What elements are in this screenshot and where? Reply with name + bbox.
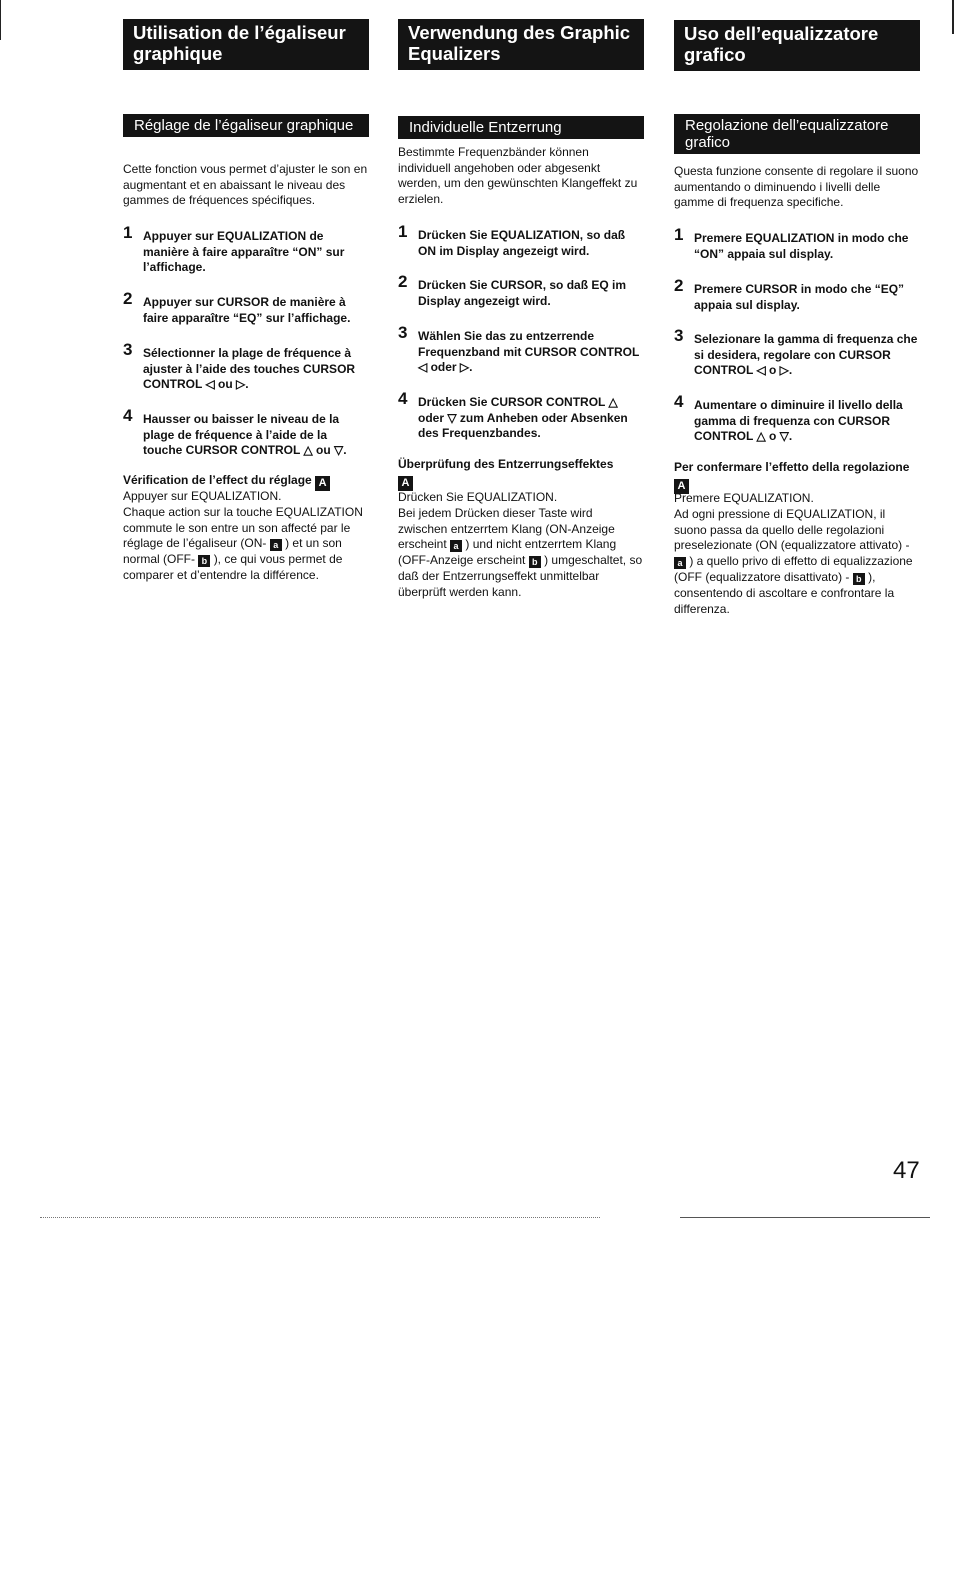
check-title: Per confermare l’effetto della regolazione <box>674 460 910 474</box>
step-number: 4 <box>123 406 133 425</box>
section-title: Utilisation de l’égaliseur graphique <box>123 19 369 70</box>
step-1 <box>123 223 369 276</box>
check-text: ) umgeschaltet, so daß der Entzerrungseffekt unmittelbar überprüft werden kann. <box>398 553 643 599</box>
step-text: Aumentare o diminuire il livello della gamma di frequenza con CURSOR CONTROL △ o ▽. <box>694 398 903 443</box>
check-heading <box>674 460 920 494</box>
check-text: ) und nicht entzerrtem Klang (OFF-Anzeige erscheint <box>398 537 617 568</box>
intro-text: Cette fonction vous permet d’ajuster le son en augmentant et en abaissant le niveau des gammes de fréquences spécifiques. <box>123 162 368 207</box>
step-number: 2 <box>674 276 684 295</box>
step-number: 4 <box>674 392 684 411</box>
step-2 <box>674 276 920 313</box>
check-text: Ad ogni pressione di EQUALIZATION, il suono passa da quello delle regolazioni preselezionate (ON (equalizzatore attivato) - <box>674 506 910 553</box>
check-description <box>674 507 920 618</box>
step-text: Wählen Sie das zu entzerrende Frequenzband mit CURSOR CONTROL ◁ oder ▷. <box>418 329 640 374</box>
check-instruction: Appuyer sur EQUALIZATION. <box>123 489 282 503</box>
illustration-marker-a: A <box>674 479 689 494</box>
footer-rule-left <box>40 1217 600 1218</box>
step-text: Hausser ou baisser le niveau de la plage de fréquence à l’aide de la touche CURSOR CONTROL △ ou ▽. <box>143 412 347 457</box>
step-3 <box>674 326 920 379</box>
step-text: Drücken Sie EQUALIZATION, so daß ON im Display angezeigt wird. <box>418 228 626 258</box>
subsection-title: Réglage de l’égaliseur graphique <box>123 114 369 137</box>
step-4 <box>398 389 644 442</box>
intro-text: Questa funzione consente di regolare il suono aumentando o diminuendo i livelli delle gamme di frequenza specifiche. <box>674 164 919 209</box>
subsection-title: Individuelle Entzerrung <box>398 116 644 139</box>
display-marker-a: a <box>450 540 462 552</box>
check-title: Überprüfung des Entzerrungseffektes <box>398 457 614 471</box>
step-number: 3 <box>398 323 408 342</box>
step-number: 3 <box>123 340 133 359</box>
left-margin-mark <box>0 0 1 40</box>
footer-rule-right <box>680 1217 930 1218</box>
illustration-marker-a: A <box>398 476 413 491</box>
step-text: Appuyer sur CURSOR de manière à faire apparaître “EQ” sur l’affichage. <box>143 295 351 325</box>
illustration-marker-a: A <box>315 476 330 491</box>
step-3 <box>398 323 644 376</box>
check-text: ) et un son normal (OFF- <box>123 536 342 567</box>
step-3 <box>123 340 369 393</box>
check-text: Bei jedem Drücken dieser Taste wird zwischen entzerrtem Klang (ON-Anzeige erscheint <box>398 505 615 552</box>
check-instruction: Drücken Sie EQUALIZATION. <box>398 490 558 504</box>
step-1 <box>674 225 920 262</box>
check-description <box>398 506 644 601</box>
display-marker-b: b <box>529 556 541 568</box>
step-4 <box>674 392 920 445</box>
display-marker-a: a <box>270 539 282 551</box>
check-heading <box>398 457 644 491</box>
step-text: Selezionare la gamma di frequenza che si desidera, regolare con CURSOR CONTROL ◁ o ▷. <box>694 332 918 377</box>
step-4 <box>123 406 369 459</box>
check-body <box>674 491 920 617</box>
step-number: 2 <box>123 289 133 308</box>
step-1 <box>398 222 644 259</box>
step-number: 1 <box>398 222 408 241</box>
display-marker-b: b <box>853 573 865 585</box>
step-text: Appuyer sur EQUALIZATION de manière à faire apparaître “ON” sur l’affichage. <box>143 229 345 274</box>
intro-text: Bestimmte Frequenzbänder können individuell angehoben oder abgesenkt werden, um den gewünschten Klangeffekt zu erzielen. <box>398 145 638 206</box>
step-text: Drücken Sie CURSOR CONTROL △ oder ▽ zum Anheben oder Absenken des Frequenzbandes. <box>418 395 628 440</box>
check-body <box>123 489 369 584</box>
step-number: 1 <box>674 225 684 244</box>
section-title: Uso dell’equalizzatore grafico <box>674 20 920 71</box>
step-number: 1 <box>123 223 133 242</box>
check-text: Chaque action sur la touche EQUALIZATION commute le son entre un son affecté par le réglage de l’égaliseur (ON- <box>123 504 363 551</box>
step-number: 3 <box>674 326 684 345</box>
step-2 <box>398 272 644 309</box>
check-text: ) a quello privo di effetto di equalizzazione (OFF (equalizzatore disattivato) - <box>674 554 913 584</box>
step-number: 2 <box>398 272 408 291</box>
page-number: 47 <box>893 1157 920 1184</box>
check-description <box>123 505 369 584</box>
step-number: 4 <box>398 389 408 408</box>
section-title: Verwendung des Graphic Equalizers <box>398 19 644 70</box>
check-text: ), consentendo di ascoltare e confrontare la differenza. <box>674 569 895 616</box>
step-text: Premere EQUALIZATION in modo che “ON” appaia sul display. <box>694 231 909 261</box>
display-marker-b: b <box>198 555 210 567</box>
check-body <box>398 490 644 601</box>
step-text: Sélectionner la plage de fréquence à ajuster à l’aide des touches CURSOR CONTROL ◁ ou ▷. <box>143 346 356 391</box>
display-marker-a: a <box>674 557 686 569</box>
step-2 <box>123 289 369 326</box>
subsection-title: Regolazione dell’equalizzatore grafico <box>674 114 920 154</box>
check-text: ), ce qui vous permet de comparer et d’entendre la différence. <box>123 552 343 582</box>
step-text: Premere CURSOR in modo che “EQ” appaia sul display. <box>694 282 905 312</box>
check-title: Vérification de l’effect du réglage <box>123 473 312 487</box>
check-instruction: Premere EQUALIZATION. <box>674 491 814 505</box>
step-text: Drücken Sie CURSOR, so daß EQ im Display angezeigt wird. <box>418 278 627 308</box>
